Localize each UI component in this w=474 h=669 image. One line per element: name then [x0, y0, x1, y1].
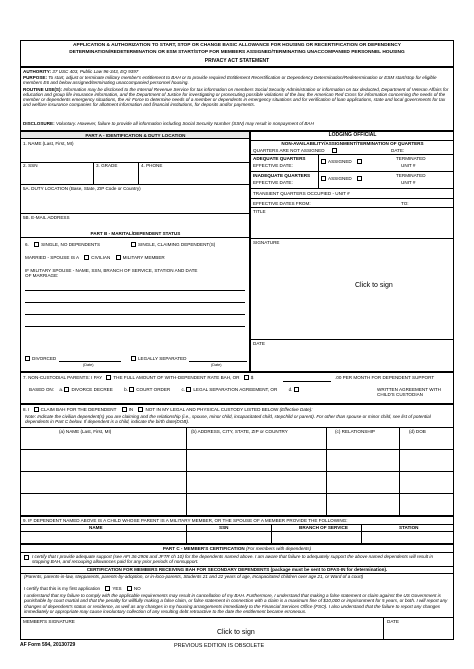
in-custody-label: IN	[128, 407, 134, 412]
lodging-date-label: DATE	[253, 341, 265, 346]
inadequate-unit-label: UNIT #	[401, 180, 416, 185]
ssn-field[interactable]	[21, 169, 93, 184]
dollar-sign: $	[250, 375, 254, 380]
effective-dates-from-label: EFFECTIVE DATES FROM:	[253, 201, 311, 206]
written-agreement-checkbox[interactable]	[294, 387, 299, 392]
option-c-label: c.	[181, 387, 186, 392]
legally-separated-checkbox[interactable]	[131, 356, 136, 361]
member-date-field[interactable]	[384, 624, 454, 640]
inadequate-effective-date-label: EFFECTIVE DATE:	[253, 180, 293, 185]
authority-text: 37 USC 403, Public Law 96-343, EQ 9397	[52, 69, 139, 74]
written-agreement-label: WRITTEN AGREEMENT WITH CHILD'S CUSTODIAN	[377, 387, 441, 398]
form-title-line-2: DETERMINATION/REDETERMINATION OR ESM START/STOP FOR MEMBERS ASSIGNED/TERMINATING UNACCOMPANIED PERSONNEL HOUSING	[69, 50, 405, 55]
partial-amount-checkbox[interactable]	[244, 375, 249, 380]
part-c-heading: PART C - MEMBER'S CERTIFICATION	[162, 546, 245, 551]
inadequate-assigned-label: ASSIGNED	[328, 176, 352, 181]
adequate-unit-label: UNIT #	[401, 163, 416, 168]
inadequate-terminated-checkbox[interactable]	[357, 176, 362, 181]
lodging-title-label: TITLE	[253, 209, 266, 214]
name-field-label: 1. NAME (Last, First, MI)	[23, 141, 74, 146]
lodging-signature-label: SIGNATURE	[253, 240, 280, 245]
q9-entry-row[interactable]	[21, 532, 454, 544]
lodging-official-heading: LODGING OFFICIAL	[328, 132, 377, 138]
secondary-dependents-heading: CERTIFICATION FOR MEMBERS RECEIVING BAH FOR SECONDARY DEPENDENTS (package must be sent to DFAS-IN for determination).	[86, 567, 388, 572]
full-amount-label: THE FULL AMOUNT OF WITH-DEPENDENT RATE BAH, OR	[113, 375, 240, 380]
not-in-custody-checkbox[interactable]	[138, 407, 143, 412]
member-date-label: DATE	[387, 619, 399, 624]
routine-uses-text: Information may be disclosed to the Internal Revenue Service for tax information on members Social Security Administration or information on tax deducted, Department of Veteran Affairs for education and group life insurance information, and the Department of Justice for investigating or prosecuting possible violations of the law, the American Red Cross for information concerning the needs of the member or dependents emergency situations, the Air Force to determine needs of a member or dependents in emergency situations and for verification of loan applications, state and local governments for tax and welfare insurance companies for allotment information and financial institutions, for deposits and/or payments.	[23, 86, 449, 108]
adequate-assigned-label: ASSIGNED	[328, 159, 352, 164]
court-order-label: COURT ORDER	[136, 387, 171, 392]
col-relationship-header: (c) RELATIONSHIP	[335, 429, 375, 434]
court-order-checkbox[interactable]	[129, 387, 134, 392]
legal-separation-label: LEGAL SEPARATION AGREEMENT, OR	[193, 387, 278, 392]
based-on-label: BASED ON:	[29, 387, 55, 392]
married-spouse-label: MARRIED - SPOUSE IS A	[25, 255, 79, 260]
adequate-quarters-label: ADEQUATE QUARTERS	[253, 156, 306, 161]
not-assigned-date-label: DATE:	[391, 148, 405, 153]
lodging-title-field[interactable]	[251, 214, 454, 236]
dependent-row[interactable]	[21, 472, 454, 493]
non-availability-heading: NON-AVAILABILITY/ASSIGNMENT/TERMINATION OF QUARTERS	[281, 141, 424, 146]
understand-text: I understand that my failure to comply with the applicable requirements may result in cancellation of my BAH. Furthermore, I understand that making a false statement or claim against the US Government is punishable by court martial and that the penalty for willfully making a false claim, or false statement in connection with a claim is a maximum fine of $10,000 or imprisonment for 5 years, or both. I will report any changes of dependent's status or residence, as well as any changes in my housing arrangements immediately to the Financial Services Office (FSO). I also understand that the failure to report any changes immediately or appropriate may cause involuntary collection of any resulting debt retroactive to the date the entitlement became erroneous.	[24, 593, 448, 614]
member-click-to-sign[interactable]: Click to sign	[217, 629, 255, 636]
option-a-label: a.	[59, 387, 64, 392]
email-field[interactable]	[21, 220, 250, 230]
transient-quarters-label: TRANSIENT QUARTERS OCCUPIED - UNIT #	[253, 191, 350, 196]
effective-dates-to-label: TO:	[401, 201, 409, 206]
disclosure-label: DISCLOSURE:	[23, 121, 55, 126]
quarters-not-assigned-checkbox[interactable]	[332, 148, 337, 153]
not-in-custody-label: NOT IN MY LEGAL AND PHYSICAL CUSTODY LISTED BELOW	[145, 407, 279, 412]
q7-label: 7. NON-CUSTODIAL PARENTS: I PAY	[23, 375, 103, 380]
q9-ssn-header: SSN	[219, 525, 229, 530]
routine-uses-label: ROUTINE USE(S):	[23, 86, 63, 92]
support-amount-field[interactable]	[283, 374, 331, 382]
adequate-assigned-checkbox[interactable]	[321, 159, 326, 164]
inadequate-quarters-label: INADEQUATE QUARTERS	[253, 173, 311, 178]
phone-field-label: 4. PHONE	[141, 163, 163, 168]
divorced-label: DIVORCED	[32, 356, 57, 361]
part-c-section	[20, 544, 454, 640]
form-title-line-1: APPLICATION & AUTHORIZATION TO START, STOP OR CHANGE BASIC ALLOWANCE FOR HOUSING OR RECERTIFICATION OR DEPENDENCY	[73, 43, 401, 48]
divorced-checkbox[interactable]	[25, 356, 30, 361]
q8-label: 8. I	[23, 407, 30, 412]
part-b-heading: PART B - MARITAL/DEPENDENT STATUS	[20, 230, 250, 238]
adequate-terminated-label: TERMINATED	[396, 156, 426, 161]
purpose-text: To start, adjust or terminate military member's entitlement to BAH or to provide required Entitlement Recertification or Dependency Determination/Redetermination or ESM start/stop for eligible members E6 and below assigned/terminating unaccompanied personnel housing.	[23, 75, 437, 86]
in-custody-checkbox[interactable]	[122, 407, 127, 412]
single-no-dependents-checkbox[interactable]	[34, 242, 39, 247]
grade-field[interactable]	[93, 169, 138, 184]
first-app-no-label: NO	[133, 586, 141, 591]
first-app-yes-checkbox[interactable]	[105, 586, 110, 591]
dependent-row[interactable]	[21, 450, 454, 471]
separated-date-label: (Date)	[211, 363, 222, 367]
military-member-label: MILITARY MEMBER	[122, 255, 165, 260]
inadequate-assigned-checkbox[interactable]	[321, 176, 326, 181]
part-c-heading-note: (For members with dependents)	[246, 546, 312, 551]
legally-separated-label: LEGALLY SEPARATED	[138, 356, 187, 361]
q9-name-header: NAME	[89, 525, 103, 530]
q9-label: 9. IF DEPENDENT NAMED ABOVE IS A CHILD WHOSE PARENT IS A MILITARY MEMBER, OR THE SPOUSE OF A MEMBER PROVIDE THE FOLLOWING:	[23, 518, 348, 523]
civilian-checkbox[interactable]	[84, 255, 89, 260]
adequate-support-text: I certify that I provide adequate support (see AFI 36-2906 and JFTR ch 10) for the dependents named above. I am aware that failure to adequately support the above named dependents will result in stopping BAH, and recouping allowances paid for any prior periods of nonsupport.	[32, 554, 434, 565]
form-page	[20, 40, 454, 649]
ssn-field-label: 2. SSN	[23, 163, 38, 168]
lodging-official-column	[250, 131, 454, 372]
duty-location-label: 5A. DUTY LOCATION (Base, State, ZIP Code or Country)	[23, 186, 141, 191]
first-application-label: I certify that this is my first application	[24, 586, 101, 591]
form-header	[20, 40, 454, 67]
divorce-decree-label: DIVORCE DECREE	[71, 387, 113, 392]
part-a-heading: PART A - IDENTIFICATION & DUTY LOCATION	[20, 131, 250, 139]
part-a-b-column	[20, 131, 250, 372]
disclosure-text: Voluntary. However, failure to provide all information including Social Security Number (SSN) may result in nonpayment of BAH	[55, 121, 314, 126]
military-spouse-info-label: IF MILITARY SPOUSE - NAME, SSN, BRANCH OF SERVICE, STATION AND DATE OF MARRIAGE:	[25, 268, 198, 279]
q6-number: 6.	[25, 242, 29, 247]
effective-date-label: (Effective Date):	[279, 407, 313, 412]
divorced-date-label: (Date)	[83, 363, 94, 367]
single-claiming-checkbox[interactable]	[131, 242, 136, 247]
phone-field[interactable]	[138, 169, 250, 184]
full-amount-checkbox[interactable]	[106, 375, 111, 380]
form-number: AF Form 594, 20130729	[20, 642, 76, 648]
quarters-not-assigned-label: QUARTERS ARE NOT ASSIGNED	[253, 148, 325, 153]
divorce-decree-checkbox[interactable]	[64, 387, 69, 392]
option-d-label: d.	[288, 387, 293, 392]
q9-branch-header: BRANCH OF SERVICE	[299, 525, 348, 530]
privacy-act-statement	[20, 67, 454, 131]
adequate-effective-date-label: EFFECTIVE DATE:	[253, 163, 293, 168]
secondary-dependents-text: (Parents, parents-in-law, stepparents, parents-by-adoption, or in-loco-parents, Students 21 and 22 years of age, Incapacitated children over age 21, or Ward of a court)	[24, 574, 364, 579]
member-signature-label: MEMBER'S SIGNATURE	[23, 619, 75, 624]
claim-bah-label: CLAIM BAH FOR THE DEPENDENT	[40, 407, 117, 412]
military-spouse-info-field[interactable]	[25, 278, 245, 328]
col-name-header: (a) NAME (Last, First, MI)	[59, 429, 112, 434]
civilian-label: CIVILIAN	[91, 255, 111, 260]
dependent-row[interactable]	[21, 494, 454, 516]
duty-location-field[interactable]	[21, 191, 250, 213]
adequate-terminated-checkbox[interactable]	[357, 159, 362, 164]
per-month-label: .00 PER MONTH FOR DEPENDENT SUPPORT	[335, 375, 435, 380]
authority-label: AUTHORITY:	[23, 69, 51, 74]
dependent-row[interactable]	[21, 435, 454, 449]
col-dob-header: (d) DOB	[409, 429, 426, 434]
q7-section	[20, 372, 454, 404]
single-no-dependents-label: SINGLE, NO DEPENDENTS	[41, 242, 101, 247]
option-b-label: b.	[124, 387, 128, 392]
inadequate-terminated-label: TERMINATED	[396, 173, 426, 178]
lodging-date-field[interactable]	[251, 346, 454, 372]
adequate-support-checkbox[interactable]	[24, 555, 29, 560]
lodging-click-to-sign[interactable]: Click to sign	[355, 282, 393, 289]
q9-station-header: STATION	[399, 525, 419, 530]
single-claiming-label: SINGLE, CLAIMING DEPENDENT(S)	[138, 242, 216, 247]
q9-section	[20, 516, 454, 544]
legal-separation-checkbox[interactable]	[186, 387, 191, 392]
military-member-checkbox[interactable]	[116, 255, 121, 260]
email-label: 5B. E-MAIL ADDRESS	[23, 215, 70, 220]
purpose-label: PURPOSE:	[23, 75, 47, 80]
obsolete-notice: PREVIOUS EDITION IS OBSOLETE	[174, 643, 265, 649]
col-address-header: (b) ADDRESS, CITY, STATE, ZIP or COUNTRY	[191, 429, 288, 434]
q8-section	[20, 404, 454, 516]
first-app-yes-label: YES	[112, 586, 122, 591]
name-field[interactable]	[21, 146, 250, 162]
privacy-act-heading: PRIVACY ACT STATEMENT	[204, 58, 270, 64]
q8-note: Note: Indicate the civilian dependent(s) you are claiming and the relationship (i.e., spouse, minor child, incapacitated child, stepchild or parent). For other than spouse or minor child, see list of potential dependents in Part C below. If dependent is a child, indicate the birth date(DOB).	[25, 414, 431, 425]
claim-bah-checkbox[interactable]	[34, 407, 39, 412]
first-app-no-checkbox[interactable]	[127, 586, 132, 591]
grade-field-label: 3. GRADE	[96, 163, 118, 168]
